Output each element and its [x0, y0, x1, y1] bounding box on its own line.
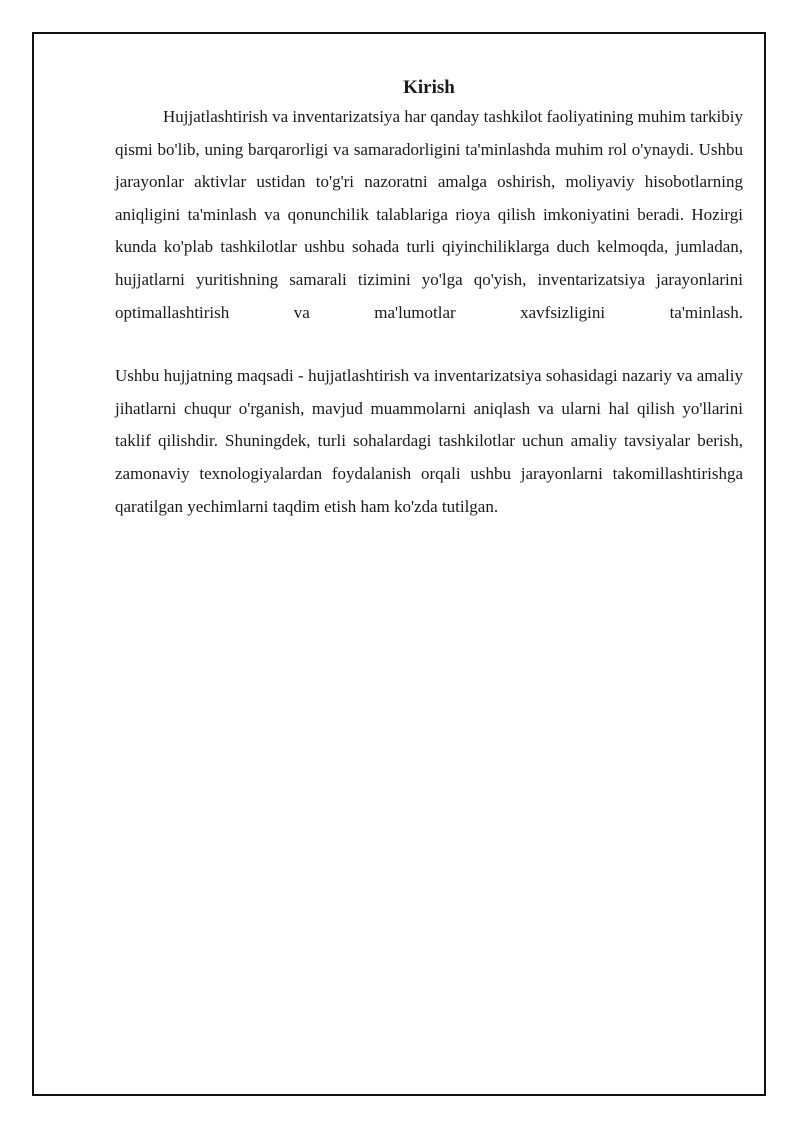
document-title: Kirish [403, 77, 455, 98]
purpose-paragraph: Ushbu hujjatning maqsadi - hujjatlashtirish va inventarizatsiya sohasidagi nazariy va amaliy jihatlarni chuqur o'rganish, mavjud muammolarni aniqlash va ularni hal qilish yo'llarini taklif qilishdir. Shuningdek, turli sohalardagi tashkilotlar uchun amaliy tavsiyalar berish, zamonaviy texnologiyalardan foydalanish orqali ushbu jarayonlarni takomillashtirishga qaratilgan yechimlarni taqdim etish ham ko'zda tutilgan. [115, 366, 743, 516]
intro-paragraph: Hujjatlashtirish va inventarizatsiya har qanday tashkilot faoliyatining muhim tarkibiy qismi bo'lib, uning barqarorligi va samaradorligini ta'minlashda muhim rol o'ynaydi. Ushbu jarayonlar aktivlar ustidan to'g'ri nazoratni amalga oshirish, moliyaviy hisobotlarning aniqligini ta'minlash va qonunchilik talablariga rioya qilish imkoniyatini beradi. Hozirgi kunda ko'plab tashkilotlar ushbu sohada turli qiyinchiliklarga duch kelmoqda, jumladan, hujjatlarni yuritishning samarali tizimini yo'lga qo'yish, inventarizatsiya jarayonlarini optimallashtirish va ma'lumotlar xavfsizligini ta'minlash. [115, 107, 743, 322]
document-body [115, 74, 743, 523]
